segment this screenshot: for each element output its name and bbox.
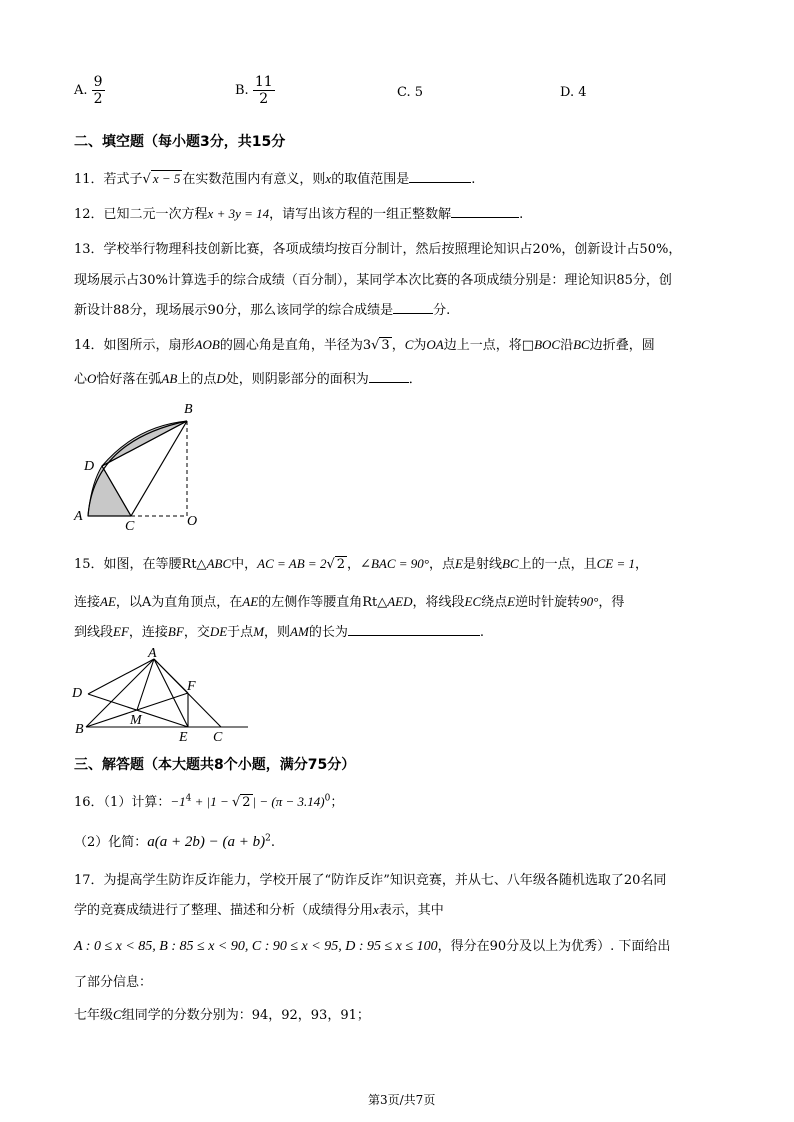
q14-ab: AB: [161, 371, 178, 386]
option-b-fraction: [253, 74, 275, 107]
q17-groups: A : 0 ≤ x < 85, B : 85 ≤ x < 90, C : 90 ≤ x < 95, D : 95 ≤ x ≤ 100: [74, 939, 438, 954]
q15-am: AM: [290, 624, 309, 639]
option-a-label: A.: [74, 83, 88, 98]
q15-m: M: [253, 624, 265, 639]
q17-text-5: 组同学的分数分别为：94，92，93，91；: [121, 1008, 370, 1023]
section-2-title: 二、填空题（每小题3分，共15分: [74, 134, 286, 150]
q14-text-4: 边上一点，将: [443, 338, 522, 353]
q11-answer-blank[interactable]: [409, 169, 471, 183]
fraction-numerator: 9: [93, 74, 103, 90]
q15-text-5: 上的一点，且: [518, 557, 597, 572]
option-a: [74, 74, 105, 107]
q15-text-11: 逆时针旋转: [515, 595, 581, 610]
q15-rt-2: Rt△: [362, 595, 388, 610]
label-d: D: [72, 686, 83, 701]
q14-text-9: 上的点: [177, 372, 217, 387]
label-b: B: [184, 402, 193, 417]
q14-radius-sqrt: √ 3: [371, 338, 390, 353]
label-m: M: [130, 713, 142, 728]
segment-af: [154, 659, 188, 693]
label-c: C: [213, 730, 223, 744]
section-3-title: 三、解答题（本大题共8个小题，满分75分）: [74, 757, 356, 773]
option-d: D. 4: [560, 85, 587, 100]
q15-end: .: [479, 625, 484, 640]
q15-radicand: 2: [336, 557, 346, 572]
q15-text-12: ，得: [598, 595, 625, 610]
q17-c-group: C: [113, 1007, 122, 1022]
q15-comma: ，: [347, 557, 361, 572]
question-15-line-2: [74, 591, 624, 610]
question-16-part-2: [74, 831, 275, 851]
q16-p1-expr-c: | − (π − 3.14): [252, 794, 325, 809]
q13-end: 分.: [433, 303, 451, 318]
question-17-line-1: 17．为提高学生防诈反诈能力，学校开展了“防诈反诈”知识竞赛，并从七、八年级各随机选取了20名同: [74, 873, 667, 888]
q15-ce: CE = 1: [596, 556, 635, 571]
question-13-line-2: 现场展示占30%计算选手的综合成绩（百分制），某同学本次比赛的各项成绩分别是：理论知识85分，创: [74, 273, 672, 288]
q15-text-18: 的长为: [308, 625, 348, 640]
q15-ac-ab: AC = AB = 2: [257, 556, 327, 571]
q17-text-3: ，得分在90分及以上为优秀）. 下面给出: [437, 939, 671, 954]
segment-ae: [154, 659, 188, 727]
q15-deg: 90°: [580, 594, 599, 609]
q14-answer-blank[interactable]: [369, 369, 409, 383]
question-17-line-2: [74, 899, 444, 918]
q13-text: 新设计88分，现场展示90分，那么该同学的综合成绩是: [74, 303, 394, 318]
q11-end: .: [471, 172, 476, 187]
q12-equation: x + 3y = 14: [207, 206, 270, 221]
label-a: A: [74, 509, 83, 524]
label-f: F: [187, 679, 196, 694]
q15-rt: Rt△: [181, 557, 207, 572]
question-14-line-2: [74, 368, 422, 387]
q14-radius-coef: 3: [362, 338, 372, 353]
q15-e: E: [454, 556, 463, 571]
q12-text: 12．已知二元一次方程: [74, 207, 208, 222]
q14-text-3: 为: [413, 338, 427, 353]
segment-ab: [86, 659, 154, 727]
fraction-numerator: 11: [254, 74, 273, 90]
q15-ae-2: AE: [242, 594, 259, 609]
q14-comma: ，: [391, 338, 405, 353]
q16-p1-expr-b: + |1 −: [191, 794, 232, 809]
q15-text-10: 绕点: [481, 595, 508, 610]
q15-text-8: 的左侧作等腰直角: [258, 595, 363, 610]
q15-answer-blank[interactable]: [348, 622, 480, 636]
q15-text-4: 是射线: [462, 557, 502, 572]
q12-answer-blank[interactable]: [451, 204, 519, 218]
q14-text-8: 恰好落在弧: [96, 372, 162, 387]
q16-p2-end: .: [270, 835, 276, 850]
q14-text: 14．如图所示，扇形: [74, 338, 195, 353]
q14-text-5: 沿: [560, 338, 574, 353]
q15-text-16: 于点: [227, 625, 254, 640]
q15-text-9: ，将线段: [412, 595, 465, 610]
q11-text-3: 的取值范围是: [331, 172, 410, 187]
label-a: A: [148, 646, 157, 661]
question-15-line-1: [74, 553, 648, 572]
q15-sqrt: √ 2: [326, 557, 346, 572]
q16-p1-expr-a: −1: [170, 794, 186, 809]
q16-p1-exp-0: 0: [324, 793, 331, 804]
label-b: B: [75, 722, 84, 737]
q15-text-13: 到线段: [74, 625, 114, 640]
q14-box-glyph: □: [521, 338, 535, 353]
q14-text-6: 边折叠，圆: [589, 338, 655, 353]
question-17-line-5: [74, 1004, 370, 1023]
q14-c: C: [404, 337, 414, 352]
question-12: [74, 203, 523, 222]
q15-bf: BF: [167, 624, 184, 639]
page-number: 第3页/共7页: [368, 1093, 436, 1107]
q15-text-2: 中，: [231, 557, 258, 572]
question-15-line-3: [74, 621, 484, 640]
question-13-line-1: 13．学校举行物理科技创新比赛，各项成绩均按百分制计，然后按照理论知识占20%，创新设计占50%，: [74, 242, 682, 257]
q14-d: D: [216, 371, 226, 386]
q11-text: 11．若式子: [74, 172, 143, 187]
q17-text-4: 七年级: [74, 1008, 114, 1023]
q15-aed: AED: [387, 594, 413, 609]
question-14-line-1: [74, 334, 655, 353]
q15-text-15: ，交: [183, 625, 210, 640]
q15-text-3: ，点: [428, 557, 455, 572]
q12-end: .: [519, 207, 524, 222]
q14-radius-radicand: 3: [381, 338, 390, 353]
q15-text-14: ，连接: [128, 625, 168, 640]
q17-text-2: 表示，其中: [378, 903, 444, 918]
question-13-line-3: [74, 299, 450, 318]
q16-p2-label: （2）化简：: [74, 835, 148, 850]
q15-ae: AE: [100, 594, 116, 609]
q14-oa: OA: [426, 337, 444, 352]
figure-15-triangle-diagram: [70, 644, 255, 744]
q14-boc: BOC: [534, 337, 561, 352]
label-c: C: [125, 519, 135, 531]
shaded-region-lower: [88, 466, 131, 516]
option-b: [235, 74, 275, 107]
fraction-denominator: 2: [93, 91, 103, 107]
q14-text-10: 处，则阴影部分的面积为: [225, 372, 369, 387]
option-c: C. 5: [397, 85, 424, 100]
q15-bc: BC: [501, 556, 519, 571]
q14-bc: BC: [573, 337, 590, 352]
q17-x: x: [373, 902, 379, 917]
q15-abc: ABC: [206, 556, 232, 571]
q16-p1-end: ；: [330, 795, 344, 810]
q15-text-17: ，则: [264, 625, 291, 640]
q15-e-2: E: [507, 594, 516, 609]
question-17-line-3: [74, 935, 670, 955]
q16-p1-sqrt: √ 2: [231, 795, 251, 810]
q14-text-7: 心: [74, 372, 88, 387]
q14-end: ．: [408, 372, 422, 387]
q16-p1-label: 16．（1）计算：: [74, 795, 171, 810]
q16-p1-exp: 4: [185, 793, 192, 804]
q15-text-6: 连接: [74, 595, 101, 610]
q12-text-2: ，请写出该方程的一组正整数解: [269, 207, 452, 222]
q16-p2-exp: 2: [265, 833, 271, 844]
option-a-fraction: [92, 74, 105, 107]
question-16-part-1: [74, 791, 343, 810]
label-o: O: [187, 514, 198, 529]
q15-ef: EF: [113, 624, 129, 639]
q14-aob: AOB: [194, 337, 220, 352]
q13-answer-blank[interactable]: [393, 300, 433, 314]
q11-sqrt: √ x − 5: [142, 171, 181, 187]
label-d: D: [84, 459, 95, 474]
q11-var: x: [325, 171, 332, 186]
q15-text-7: ，以A为直角顶点，在: [115, 595, 243, 610]
q16-p2-expr: a(a + 2b) − (a + b): [147, 834, 266, 850]
option-b-label: B.: [235, 83, 249, 98]
q14-o: O: [87, 371, 97, 386]
q11-text-2: 在实数范围内有意义，则: [182, 172, 326, 187]
q15-text: 15．如图，在等腰: [74, 557, 182, 572]
q14-text-2: 的圆心角是直角，半径为: [219, 338, 363, 353]
label-e: E: [179, 730, 188, 744]
q15-comma-2: ，: [634, 557, 648, 572]
q16-p1-radicand: 2: [242, 795, 251, 810]
question-17-line-4: 了部分信息：: [74, 975, 153, 990]
q15-ec: EC: [464, 594, 482, 609]
figure-14-sector-diagram: [70, 396, 220, 531]
q15-angle: ∠BAC = 90°: [360, 556, 429, 571]
q15-de: DE: [209, 624, 228, 639]
q17-text: 学的竞赛成绩进行了整理、描述和分析（成绩得分用: [74, 903, 374, 918]
fraction-denominator: 2: [259, 91, 269, 107]
q11-radicand: x − 5: [152, 171, 181, 186]
question-11: [74, 168, 475, 187]
